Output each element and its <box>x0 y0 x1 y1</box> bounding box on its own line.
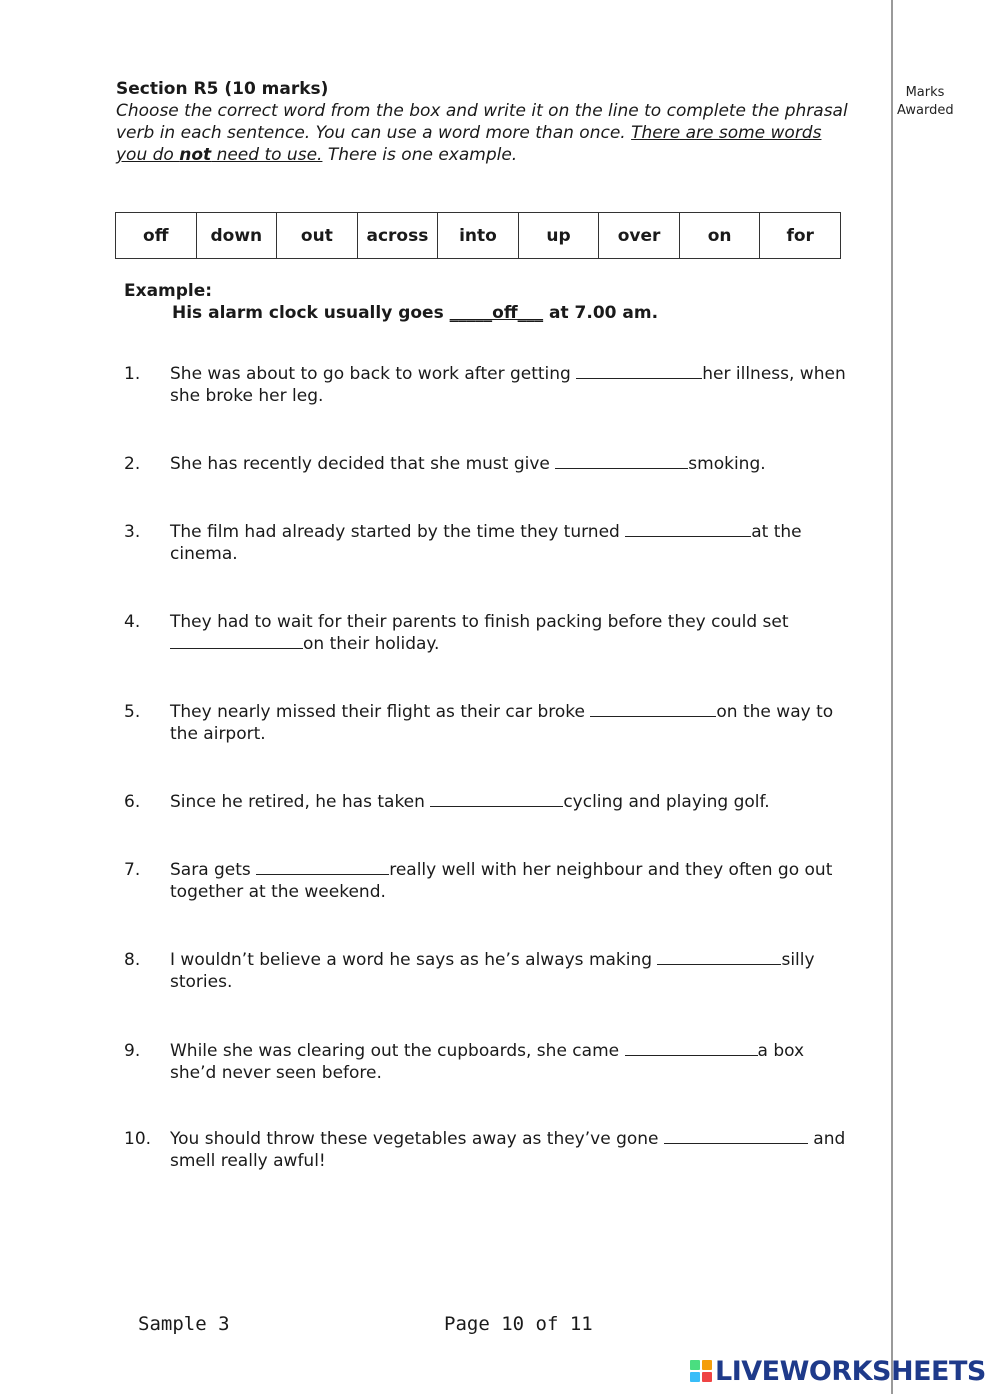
logo-tile <box>690 1372 700 1382</box>
logo-icon <box>690 1360 712 1382</box>
logo-text: LIVEWORKSHEETS <box>715 1355 986 1387</box>
word-box-cell: into <box>438 213 519 259</box>
answer-blank[interactable] <box>555 454 688 469</box>
liveworksheets-logo <box>690 1354 986 1388</box>
answer-blank[interactable] <box>590 702 716 717</box>
answer-blank[interactable] <box>170 634 303 649</box>
word-box-cell: off <box>116 213 197 259</box>
word-box-cell: up <box>518 213 599 259</box>
question-6: 6. Since he retired, he has taken cycling and playing golf. <box>124 792 770 812</box>
question-number: 2. <box>124 454 141 474</box>
example-answer: _____off___ <box>449 303 544 323</box>
question-number: 4. <box>124 612 141 632</box>
answer-blank[interactable] <box>625 522 751 537</box>
answer-blank[interactable] <box>625 1041 758 1056</box>
question-number: 10. <box>124 1129 152 1149</box>
question-2: 2. She has recently decided that she must give smoking. <box>124 454 766 474</box>
question-number: 7. <box>124 860 141 880</box>
answer-blank[interactable] <box>664 1129 808 1144</box>
footer-sample: Sample 3 <box>138 1313 230 1335</box>
word-box-cell: on <box>679 213 760 259</box>
answer-blank[interactable] <box>256 860 389 875</box>
instructions: Choose the correct word from the box and write it on the line to complete the phrasal verb in each sentence. You can use a word more than once. There are some words you do not need to use. There is one example. <box>116 101 848 165</box>
section-title: Section R5 (10 marks) <box>116 79 329 99</box>
marks-awarded-label: Marks Awarded <box>897 85 954 118</box>
word-box <box>115 212 841 259</box>
question-number: 8. <box>124 950 141 970</box>
question-5: 5. They nearly missed their flight as their car broke on the way to the airport. <box>124 702 834 744</box>
question-8: 8. I wouldn’t believe a word he says as he’s always making silly stories. <box>124 950 815 992</box>
example-label: Example: <box>124 281 213 301</box>
marking-margin-line <box>891 0 893 1394</box>
question-number: 3. <box>124 522 141 542</box>
question-3: 3. The film had already started by the time they turned at the cinema. <box>124 522 802 564</box>
question-number: 1. <box>124 364 141 384</box>
word-box-cell: out <box>277 213 358 259</box>
question-number: 9. <box>124 1041 141 1061</box>
question-10: 10. You should throw these vegetables away as they’ve gone and smell really awful! <box>124 1129 846 1171</box>
logo-tile <box>690 1360 700 1370</box>
word-box-cell: over <box>599 213 680 259</box>
answer-blank[interactable] <box>430 792 563 807</box>
question-9: 9. While she was clearing out the cupboards, she came a box she’d never seen before. <box>124 1041 805 1083</box>
footer-page-number: Page 10 of 11 <box>444 1313 593 1335</box>
answer-blank[interactable] <box>657 950 781 965</box>
example-sentence: His alarm clock usually goes _____off___ at 7.00 am. <box>172 303 659 323</box>
question-1: 1. She was about to go back to work after getting her illness, when she broke her leg. <box>124 364 846 406</box>
logo-tile <box>702 1372 712 1382</box>
question-4: 4. They had to wait for their parents to finish packing before they could set on their holiday. <box>124 612 789 654</box>
question-number: 5. <box>124 702 141 722</box>
question-number: 6. <box>124 792 141 812</box>
word-box-cell: for <box>760 213 841 259</box>
section-header <box>116 78 856 166</box>
answer-blank[interactable] <box>576 364 702 379</box>
word-box-cell: across <box>357 213 438 259</box>
logo-tile <box>702 1360 712 1370</box>
question-7: 7. Sara gets really well with her neighbour and they often go out together at the weekend. <box>124 860 833 902</box>
word-box-cell: down <box>196 213 277 259</box>
